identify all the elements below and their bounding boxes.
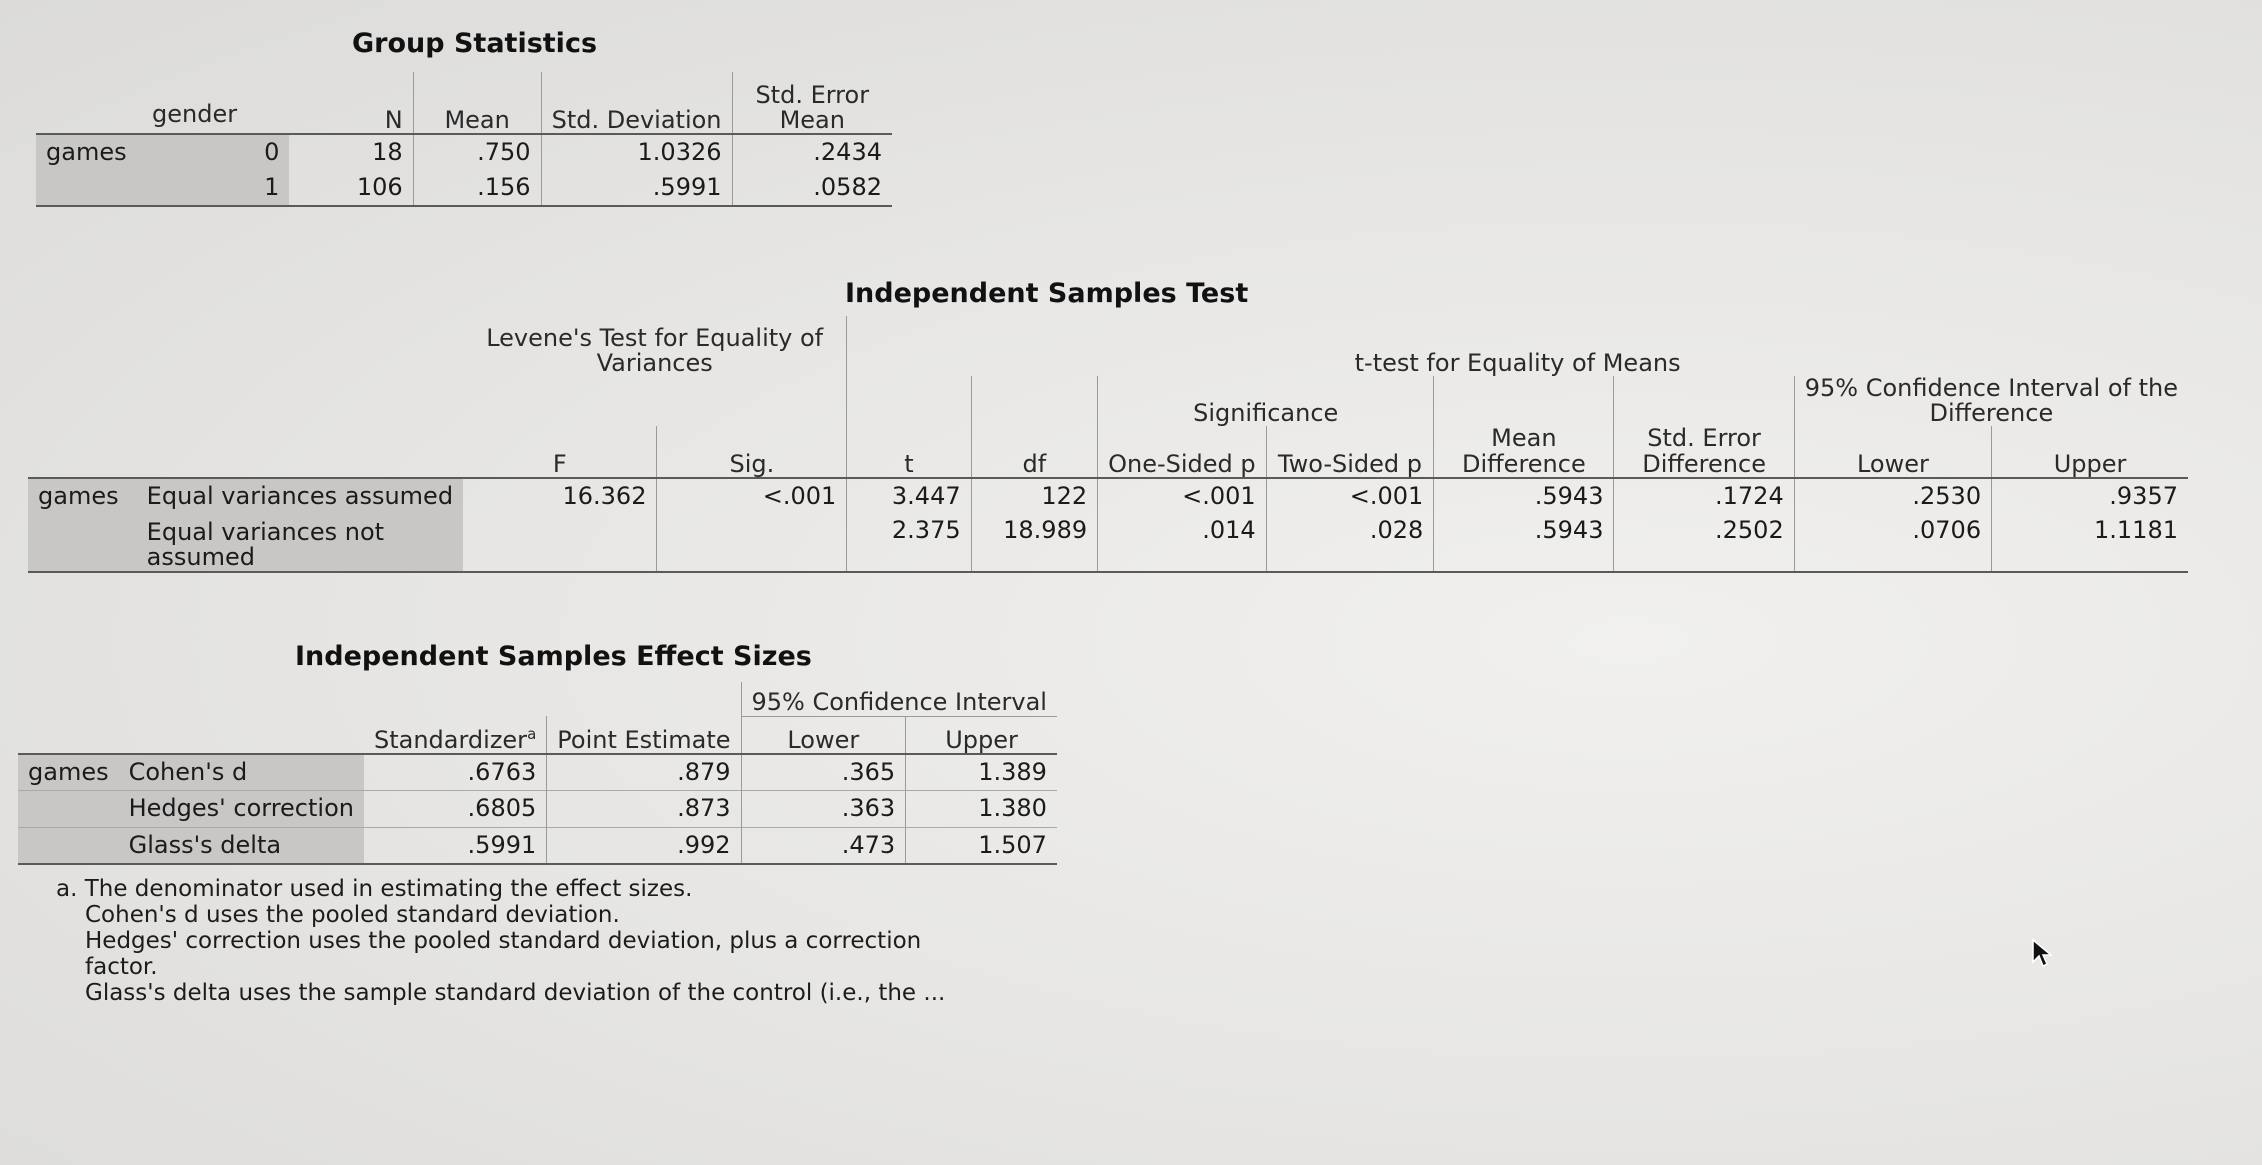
cell-n: 106	[356, 172, 403, 201]
row-variable-label: games	[36, 134, 146, 170]
col-header-sig: Sig.	[657, 426, 847, 477]
group-statistics-title: Group Statistics	[352, 28, 598, 59]
cell-df: 18.989	[971, 514, 1098, 572]
cell-lower: .2530	[1794, 478, 1991, 514]
cell-upper: 1.380	[906, 790, 1057, 827]
cell-point-estimate: .992	[547, 827, 741, 864]
cell-std-error: .2434	[732, 134, 892, 170]
cell-std-error: .0582	[732, 170, 892, 206]
table-row	[18, 827, 1057, 864]
cell-sig	[657, 514, 847, 572]
cell-t: 2.375	[847, 514, 971, 572]
cell-upper: 1.1181	[1992, 514, 2188, 572]
col-header-df: df	[971, 426, 1098, 477]
row-variable-label: games	[18, 754, 119, 790]
col-header-lower: Lower	[741, 716, 906, 754]
col-header-std-error-mean: Std. Error Mean	[732, 72, 892, 134]
cell-df: 122	[971, 478, 1098, 514]
effect-sizes-table[interactable]	[18, 682, 1057, 865]
col-header-f: F	[552, 449, 567, 478]
cell-std-error-difference: .2502	[1614, 514, 1794, 572]
col-header-upper: Upper	[906, 716, 1057, 754]
row-gender-value: 0	[146, 134, 289, 170]
cell-point-estimate: .873	[547, 790, 741, 827]
col-header-mean-difference: Mean Difference	[1434, 426, 1614, 477]
cell-mean-difference: .5943	[1434, 514, 1614, 572]
independent-samples-test-title: Independent Samples Test	[845, 278, 1249, 309]
cell-standardizer: .6805	[467, 793, 537, 822]
table-row	[28, 514, 2188, 572]
significance-header: Significance	[1098, 376, 1434, 426]
col-header-mean: Mean	[413, 72, 541, 134]
cell-standardizer: .5991	[467, 830, 537, 859]
col-header-standardizer: Standardizer$^a$	[373, 724, 537, 754]
row-label: Glass's delta	[119, 827, 364, 864]
cell-upper: 1.389	[906, 754, 1057, 790]
ttest-header: t-test for Equality of Means	[847, 316, 2188, 376]
cell-std-error-difference: .1724	[1614, 478, 1794, 514]
cell-point-estimate: .879	[547, 754, 741, 790]
cell-t: 3.447	[847, 478, 971, 514]
row-label: Equal variances not assumed	[137, 514, 463, 572]
cell-two-sided-p: .028	[1266, 514, 1434, 572]
cell-lower: .473	[741, 827, 906, 864]
cell-std-deviation: .5991	[541, 170, 732, 206]
col-header-n: N	[384, 105, 403, 134]
col-header-point-estimate: Point Estimate	[547, 716, 741, 754]
cell-standardizer: .6763	[467, 757, 537, 786]
table-row	[36, 134, 892, 170]
col-header-one-sided-p: One-Sided p	[1098, 426, 1267, 477]
independent-samples-test-table[interactable]	[28, 316, 2188, 573]
cell-one-sided-p: .014	[1098, 514, 1267, 572]
table-row	[18, 754, 1057, 790]
cell-upper: 1.507	[906, 827, 1057, 864]
levene-header: Levene's Test for Equality of Variances	[486, 323, 824, 377]
group-statistics-table[interactable]	[36, 72, 892, 207]
row-gender-value: 1	[146, 170, 289, 206]
table-row	[36, 170, 892, 206]
cell-mean: .750	[413, 134, 541, 170]
cell-f: 16.362	[562, 481, 647, 510]
row-variable-label: games	[28, 478, 137, 514]
cell-lower: .365	[741, 754, 906, 790]
col-header-t: t	[847, 426, 971, 477]
cell-upper: .9357	[1992, 478, 2188, 514]
col-header-lower: Lower	[1794, 426, 1991, 477]
row-label: Hedges' correction	[119, 790, 364, 827]
cell-mean: .156	[413, 170, 541, 206]
cell-lower: .363	[741, 790, 906, 827]
col-header-gender: gender	[152, 100, 238, 128]
row-label: Equal variances assumed	[137, 478, 463, 514]
col-header-upper: Upper	[1992, 426, 2188, 477]
effect-sizes-title: Independent Samples Effect Sizes	[295, 641, 812, 672]
col-header-two-sided-p: Two-Sided p	[1266, 426, 1434, 477]
mouse-pointer-icon	[2031, 938, 2053, 972]
cell-f	[463, 514, 657, 572]
ci-header: 95% Confidence Interval	[741, 682, 1057, 716]
cell-one-sided-p: <.001	[1098, 478, 1267, 514]
cell-lower: .0706	[1794, 514, 1991, 572]
col-header-std-error-difference: Std. Error Difference	[1614, 426, 1794, 477]
effect-sizes-footnote: a. The denominator used in estimating the effect sizes. Cohen's d uses the pooled standard deviation. Hedges' correction uses the pooled standard deviation, plus a correction factor. Glass's delta uses the sample standard deviation of the control (i.e., the ...	[56, 876, 946, 1006]
ci-header: 95% Confidence Interval of the Difference	[1794, 376, 2188, 426]
table-row	[18, 790, 1057, 827]
cell-sig: <.001	[657, 478, 847, 514]
cell-two-sided-p: <.001	[1266, 478, 1434, 514]
cell-std-deviation: 1.0326	[541, 134, 732, 170]
cell-mean-difference: .5943	[1434, 478, 1614, 514]
col-header-std-deviation: Std. Deviation	[541, 72, 732, 134]
cell-n: 18	[372, 137, 403, 166]
table-row	[28, 478, 2188, 514]
row-label: Cohen's d	[119, 754, 364, 790]
